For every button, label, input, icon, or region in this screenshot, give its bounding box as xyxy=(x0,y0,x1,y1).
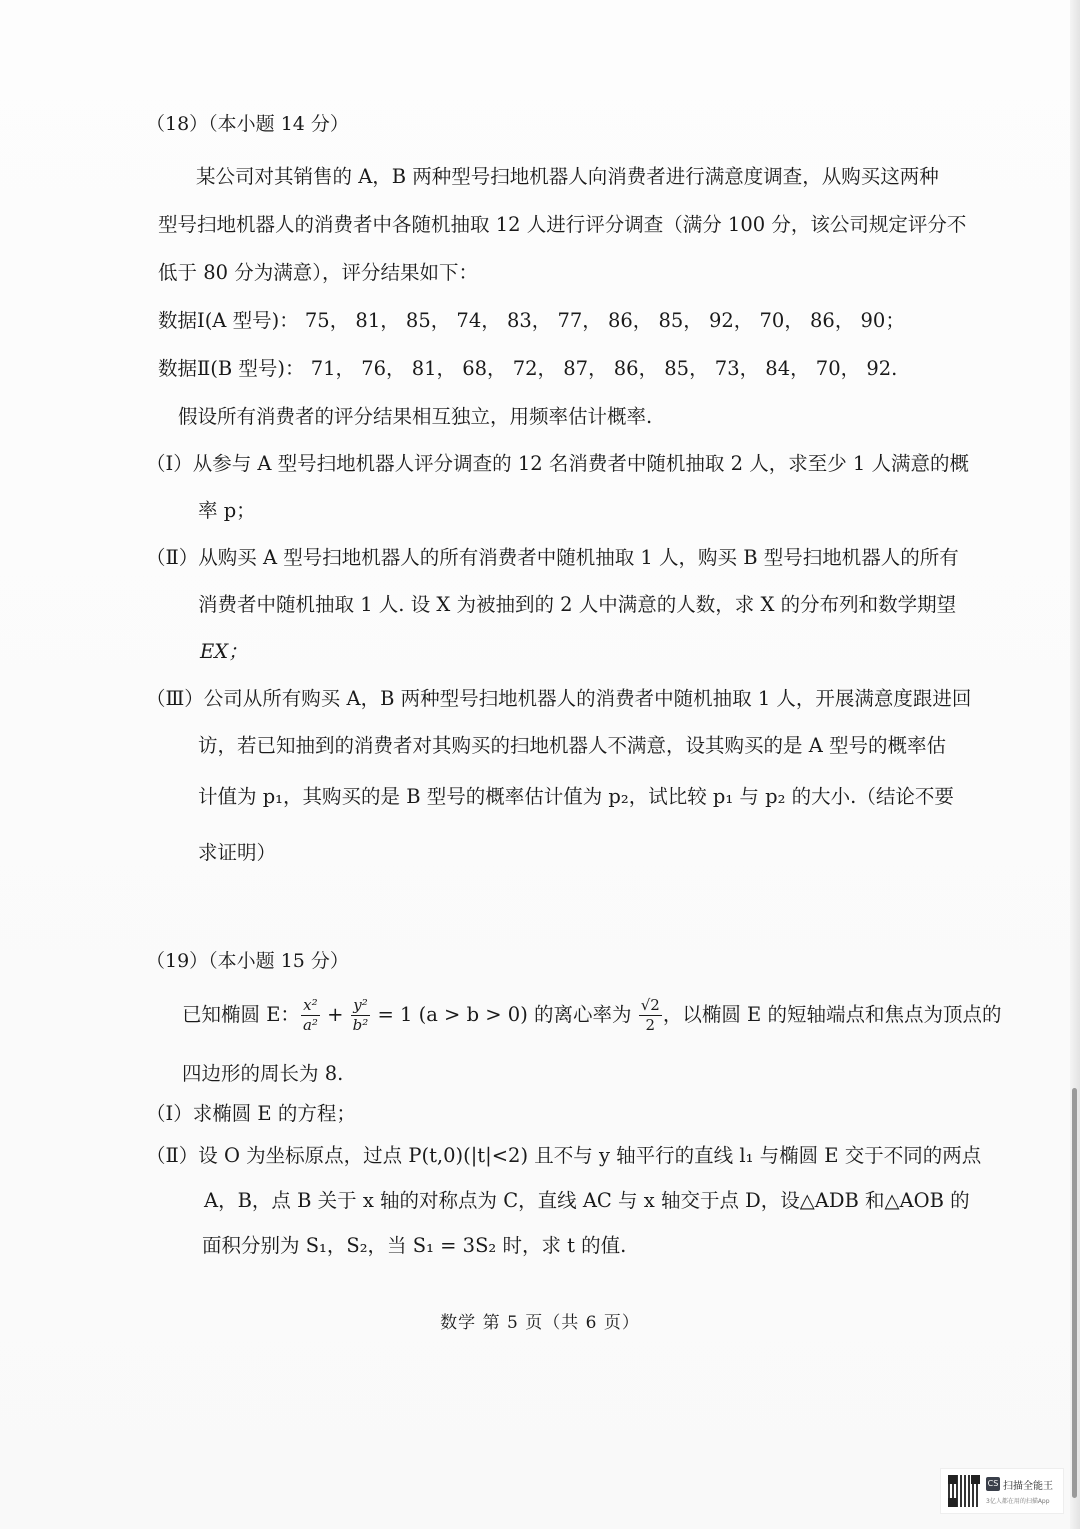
scrollbar-thumb[interactable] xyxy=(1072,1088,1077,1498)
camscanner-logo-icon: CS xyxy=(986,1477,1000,1491)
q18-intro-line2: 型号扫地机器人的消费者中各随机抽取 12 人进行评分调查（满分 100 分，该公司规定评分不 xyxy=(158,213,967,236)
equation-condition: = 1 (a > b > 0) 的离心率为 xyxy=(371,1002,638,1026)
q19-intro-line2: 四边形的周长为 8. xyxy=(182,1062,344,1085)
q19-intro-pre: 已知椭圆 E： xyxy=(182,1002,300,1026)
watermark-title: 扫描全能王 xyxy=(1003,1481,1053,1492)
fraction-y2-b2: $\frac{\text{y²}}{\text{b²}}$ xyxy=(352,996,369,1034)
q18-part3-line3: 计值为 p₁，其购买的是 B 型号的概率估计值为 p₂，试比较 p₁ 与 p₂ 的大小.（结论不要 xyxy=(198,785,954,808)
watermark-subtitle: 3亿人都在用的扫描App xyxy=(986,1498,1050,1505)
qr-code-icon xyxy=(948,1475,980,1507)
q18-data-a: 数据Ⅰ(A 型号)： 75， 81， 85， 74， 83， 77， 86， 85， 92， 70， 86， 90； xyxy=(158,309,905,332)
q19-part2-line3: 面积分别为 S₁，S₂，当 S₁ = 3S₂ 时，求 t 的值. xyxy=(202,1234,627,1257)
q18-data-b: 数据Ⅱ(B 型号)： 71， 76， 81， 68， 72， 87， 86， 85， 73， 84， 70， 92. xyxy=(158,357,898,380)
q18-intro-line3: 低于 80 分为满意），评分结果如下： xyxy=(158,261,478,284)
q18-part3-line2: 访，若已知抽到的消费者对其购买的扫地机器人不满意，设其购买的是 A 型号的概率估 xyxy=(198,734,946,757)
q19-ellipse-definition xyxy=(182,996,1001,1035)
q18-part2-line1: （Ⅱ）从购买 A 型号扫地机器人的所有消费者中随机抽取 1 人，购买 B 型号扫地机器人的所有 xyxy=(146,546,959,569)
q18-part3-line4: 求证明） xyxy=(198,841,277,864)
q19-header: （19）（本小题 15 分） xyxy=(146,950,349,972)
plus-sign: + xyxy=(320,1002,350,1026)
q18-intro-line1: 某公司对其销售的 A，B 两种型号扫地机器人向消费者进行满意度调查，从购买这两种 xyxy=(196,165,939,188)
q19-intro-post: ，以椭圆 E 的短轴端点和焦点为顶点的 xyxy=(662,1002,1002,1026)
q18-part2-line3: EX； xyxy=(200,640,248,663)
q19-part1: （Ⅰ）求椭圆 E 的方程； xyxy=(146,1102,356,1125)
q18-part3-line1: （Ⅲ）公司从所有购买 A，B 两种型号扫地机器人的消费者中随机抽取 1 人，开展满意度跟进回 xyxy=(146,687,972,710)
q18-part1-line1: （Ⅰ）从参与 A 型号扫地机器人评分调查的 12 名消费者中随机抽取 2 人，求至少 1 人满意的概 xyxy=(146,452,969,475)
q19-part2-line2: A，B，点 B 关于 x 轴的对称点为 C，直线 AC 与 x 轴交于点 D，设△ADB 和△AOB 的 xyxy=(204,1189,970,1212)
q18-part2-line2: 消费者中随机抽取 1 人. 设 X 为被抽到的 2 人中满意的人数，求 X 的分布列和数学期望 xyxy=(198,593,957,616)
q18-assumption: 假设所有消费者的评分结果相互独立，用频率估计概率. xyxy=(178,405,653,428)
page-footer: 数学 第 5 页（共 6 页） xyxy=(440,1313,640,1333)
q18-header: （18）（本小题 14 分） xyxy=(146,113,349,135)
fraction-x2-a2: $\frac{\text{x²}}{\text{a²}}$ xyxy=(302,996,318,1034)
q19-part2-line1: （Ⅱ）设 O 为坐标原点，过点 P(t,0)(|t|<2) 且不与 y 轴平行的直线 l₁ 与椭圆 E 交于不同的两点 xyxy=(146,1144,982,1167)
fraction-eccentricity: $\frac{√2}{2}$ xyxy=(640,996,660,1034)
scanner-watermark xyxy=(940,1468,1064,1514)
q18-part1-line2: 率 p； xyxy=(198,499,256,522)
